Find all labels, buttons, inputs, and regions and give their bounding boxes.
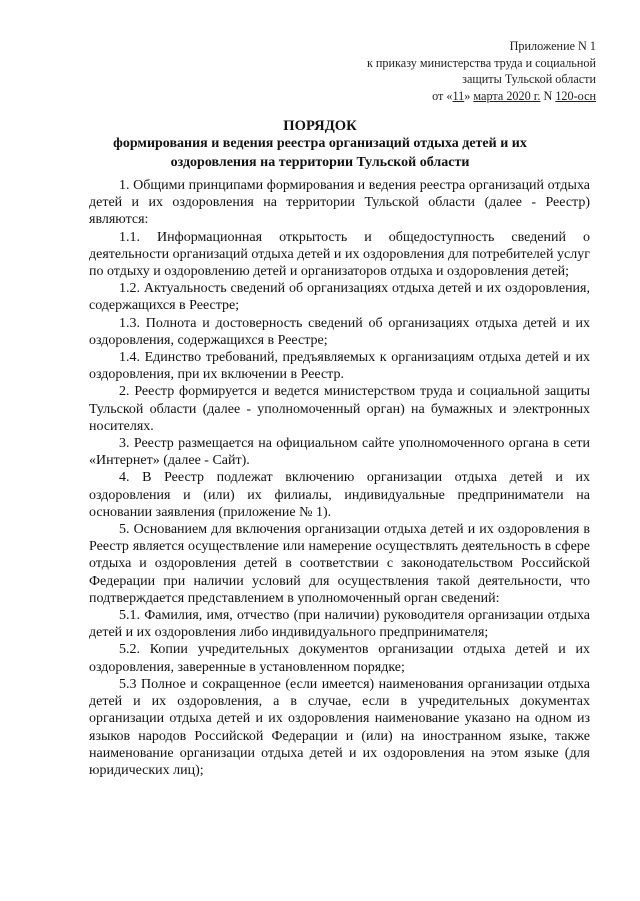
date-day: 11 [452, 88, 465, 103]
date-middle: » [464, 88, 474, 103]
attachment-date-line [316, 88, 596, 105]
paragraph-2: 2. Реестр формируется и ведется министерством труда и социальной защиты Тульской области (далее - уполномоченный орган) на бумажных и электронных носителях. [89, 384, 590, 434]
order-number: 120-осн [555, 88, 596, 103]
document-subtitle: формирования и ведения реестра организаций отдыха детей и их оздоровления на территории Тульской области [113, 136, 527, 170]
attachment-order-ref: к приказу министерства труда и социальной [366, 55, 596, 70]
paragraph-1-1: 1.1. Информационная открытость и общедоступность сведений о деятельности организаций отдыха детей и их оздоровления для потребителей услуг по отдыху и оздоровлению детей и организаторов отдыха и оздоровления детей; [89, 229, 590, 280]
attachment-ministry: защиты Тульской области [462, 72, 596, 87]
paragraph-1: 1. Общими принципами формирования и ведения реестра организаций отдыха детей и их оздоровления на территории Тульской области (далее - Реестр) являются: [89, 178, 590, 228]
document-title: ПОРЯДОК [283, 118, 357, 134]
number-prefix: N [540, 88, 556, 103]
paragraph-3: 3. Реестр размещается на официальном сайте уполномоченного органа в сети «Интернет» (далее - Сайт). [89, 436, 590, 469]
paragraph-1-2: 1.2. Актуальность сведений об организациях отдыха детей и их оздоровления, содержащихся в Реестре; [89, 281, 590, 314]
paragraph-4: 4. В Реестр подлежат включению организации отдыха детей и их оздоровления и (или) их филиалы, индивидуальные предприниматели на основании заявления (приложение № 1). [89, 470, 590, 520]
paragraph-1-3: 1.3. Полнота и достоверность сведений об организациях отдыха детей и их оздоровления, содержащихся в Реестре; [89, 315, 590, 348]
paragraph-5-2: 5.2. Копии учредительных документов организации отдыха детей и их оздоровления, заверенные в установленном порядке; [89, 642, 590, 675]
attachment-block [316, 38, 596, 104]
paragraph-1-4: 1.4. Единство требований, предъявляемых к организациям отдыха детей и их оздоровления, при их включении в Реестр. [89, 350, 590, 383]
paragraph-5-3: 5.3 Полное и сокращенное (если имеется) наименования организации отдыха детей и их оздоровления, а в случае, если в учредительных документах организации отдыха детей и их оздоровления наименование указано на одном из языков народов Российской Федерации и (или) на иностранном языке, также наименование организации отдыха детей и их оздоровления на этом языке (для юридических лиц); [89, 676, 590, 778]
document-body [89, 177, 590, 779]
date-prefix: от « [432, 88, 453, 103]
paragraph-5: 5. Основанием для включения организации отдыха детей и их оздоровления в Реестр является осуществление или намерение осуществлять деятельность в сфере отдыха и оздоровления детей в соответствии с законодательством Российской Федерации при наличии условий для осуществления такой деятельности, что подтверждается представлением в уполномоченный орган сведений: [89, 522, 590, 606]
date-month-year: марта 2020 г. [473, 88, 541, 103]
paragraph-5-1: 5.1. Фамилия, имя, отчество (при наличии) руководителя организации отдыха детей и их оздоровления либо индивидуального предпринимателя; [89, 608, 590, 641]
attachment-number: Приложение N 1 [509, 39, 596, 53]
